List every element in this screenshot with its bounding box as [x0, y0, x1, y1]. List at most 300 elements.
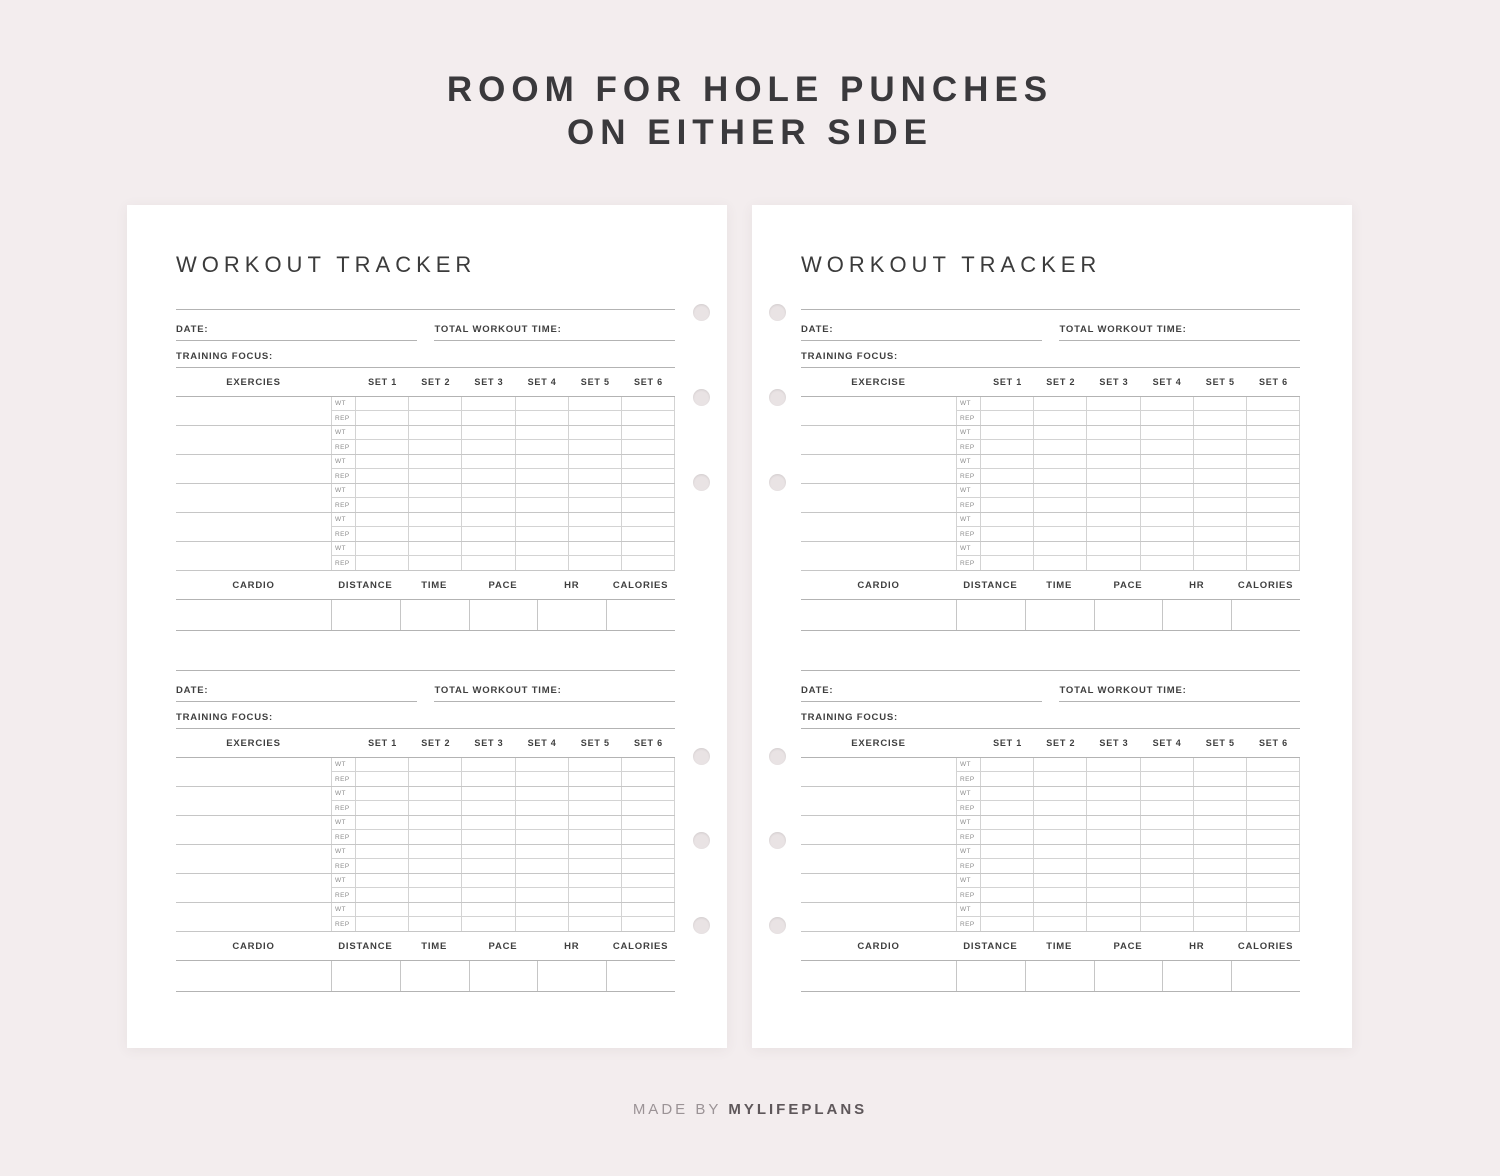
set-entry-cell[interactable]	[462, 816, 515, 829]
set-entry-cell[interactable]	[1247, 469, 1300, 483]
set-entry-cell[interactable]	[1034, 859, 1087, 873]
set-entry-cell[interactable]	[569, 426, 622, 439]
set-entry-cell[interactable]	[1247, 917, 1300, 931]
set-entry-cell[interactable]	[516, 411, 569, 425]
set-entry-cell[interactable]	[356, 859, 409, 873]
set-entry-cell[interactable]	[1141, 903, 1194, 916]
set-entry-cell[interactable]	[462, 801, 515, 815]
hr-entry-cell[interactable]	[537, 600, 606, 630]
set-entry-cell[interactable]	[1194, 469, 1247, 483]
set-entry-cell[interactable]	[409, 758, 462, 771]
set-entry-cell[interactable]	[1141, 397, 1194, 410]
set-entry-cell[interactable]	[1247, 527, 1300, 541]
set-entry-cell[interactable]	[1087, 917, 1140, 931]
set-entry-cell[interactable]	[1141, 527, 1194, 541]
set-entry-cell[interactable]	[1034, 411, 1087, 425]
calories-entry-cell[interactable]	[1231, 600, 1300, 630]
set-entry-cell[interactable]	[569, 874, 622, 887]
set-entry-cell[interactable]	[1194, 859, 1247, 873]
set-entry-cell[interactable]	[622, 397, 675, 410]
set-entry-cell[interactable]	[569, 888, 622, 902]
set-entry-cell[interactable]	[356, 903, 409, 916]
set-entry-cell[interactable]	[1141, 455, 1194, 468]
set-entry-cell[interactable]	[569, 801, 622, 815]
set-entry-cell[interactable]	[1247, 455, 1300, 468]
set-entry-cell[interactable]	[1141, 426, 1194, 439]
set-entry-cell[interactable]	[1194, 917, 1247, 931]
set-entry-cell[interactable]	[1194, 556, 1247, 570]
set-entry-cell[interactable]	[516, 556, 569, 570]
set-entry-cell[interactable]	[1087, 859, 1140, 873]
set-entry-cell[interactable]	[622, 859, 675, 873]
set-entry-cell[interactable]	[1087, 455, 1140, 468]
pace-entry-cell[interactable]	[1094, 600, 1163, 630]
set-entry-cell[interactable]	[516, 874, 569, 887]
set-entry-cell[interactable]	[1247, 888, 1300, 902]
set-entry-cell[interactable]	[1141, 845, 1194, 858]
set-entry-cell[interactable]	[356, 455, 409, 468]
set-entry-cell[interactable]	[1247, 874, 1300, 887]
set-entry-cell[interactable]	[1247, 513, 1300, 526]
set-entry-cell[interactable]	[622, 513, 675, 526]
set-entry-cell[interactable]	[409, 556, 462, 570]
set-entry-cell[interactable]	[1247, 556, 1300, 570]
exercise-name-cell[interactable]	[801, 397, 956, 425]
set-entry-cell[interactable]	[409, 917, 462, 931]
set-entry-cell[interactable]	[981, 859, 1034, 873]
set-entry-cell[interactable]	[409, 469, 462, 483]
set-entry-cell[interactable]	[1087, 469, 1140, 483]
set-entry-cell[interactable]	[1034, 903, 1087, 916]
set-entry-cell[interactable]	[569, 903, 622, 916]
set-entry-cell[interactable]	[1034, 455, 1087, 468]
set-entry-cell[interactable]	[1247, 426, 1300, 439]
calories-entry-cell[interactable]	[1231, 961, 1300, 991]
exercise-name-cell[interactable]	[176, 816, 331, 844]
set-entry-cell[interactable]	[356, 411, 409, 425]
set-entry-cell[interactable]	[1247, 397, 1300, 410]
set-entry-cell[interactable]	[409, 801, 462, 815]
set-entry-cell[interactable]	[1141, 556, 1194, 570]
set-entry-cell[interactable]	[516, 859, 569, 873]
set-entry-cell[interactable]	[516, 455, 569, 468]
distance-entry-cell[interactable]	[956, 600, 1025, 630]
set-entry-cell[interactable]	[1034, 787, 1087, 800]
set-entry-cell[interactable]	[1034, 498, 1087, 512]
set-entry-cell[interactable]	[462, 397, 515, 410]
set-entry-cell[interactable]	[516, 758, 569, 771]
set-entry-cell[interactable]	[1141, 513, 1194, 526]
set-entry-cell[interactable]	[409, 874, 462, 887]
set-entry-cell[interactable]	[569, 787, 622, 800]
set-entry-cell[interactable]	[622, 440, 675, 454]
set-entry-cell[interactable]	[569, 845, 622, 858]
set-entry-cell[interactable]	[1087, 411, 1140, 425]
hr-entry-cell[interactable]	[1162, 600, 1231, 630]
exercise-name-cell[interactable]	[176, 484, 331, 512]
set-entry-cell[interactable]	[1141, 917, 1194, 931]
set-entry-cell[interactable]	[1087, 816, 1140, 829]
set-entry-cell[interactable]	[1034, 527, 1087, 541]
set-entry-cell[interactable]	[1034, 801, 1087, 815]
set-entry-cell[interactable]	[1141, 772, 1194, 786]
set-entry-cell[interactable]	[622, 816, 675, 829]
set-entry-cell[interactable]	[1141, 801, 1194, 815]
set-entry-cell[interactable]	[1087, 845, 1140, 858]
set-entry-cell[interactable]	[1034, 469, 1087, 483]
set-entry-cell[interactable]	[1034, 484, 1087, 497]
set-entry-cell[interactable]	[356, 816, 409, 829]
set-entry-cell[interactable]	[409, 440, 462, 454]
set-entry-cell[interactable]	[622, 830, 675, 844]
set-entry-cell[interactable]	[981, 917, 1034, 931]
set-entry-cell[interactable]	[981, 513, 1034, 526]
exercise-name-cell[interactable]	[176, 455, 331, 483]
set-entry-cell[interactable]	[1034, 556, 1087, 570]
set-entry-cell[interactable]	[981, 816, 1034, 829]
set-entry-cell[interactable]	[462, 426, 515, 439]
set-entry-cell[interactable]	[356, 787, 409, 800]
set-entry-cell[interactable]	[1034, 513, 1087, 526]
set-entry-cell[interactable]	[981, 845, 1034, 858]
set-entry-cell[interactable]	[981, 455, 1034, 468]
set-entry-cell[interactable]	[516, 527, 569, 541]
exercise-name-cell[interactable]	[801, 758, 956, 786]
set-entry-cell[interactable]	[1141, 874, 1194, 887]
set-entry-cell[interactable]	[622, 888, 675, 902]
set-entry-cell[interactable]	[409, 498, 462, 512]
set-entry-cell[interactable]	[516, 801, 569, 815]
time-entry-cell[interactable]	[1025, 600, 1094, 630]
set-entry-cell[interactable]	[569, 542, 622, 555]
set-entry-cell[interactable]	[1034, 917, 1087, 931]
set-entry-cell[interactable]	[1247, 830, 1300, 844]
set-entry-cell[interactable]	[516, 542, 569, 555]
set-entry-cell[interactable]	[356, 845, 409, 858]
set-entry-cell[interactable]	[981, 772, 1034, 786]
set-entry-cell[interactable]	[409, 830, 462, 844]
set-entry-cell[interactable]	[1247, 816, 1300, 829]
set-entry-cell[interactable]	[1194, 772, 1247, 786]
set-entry-cell[interactable]	[516, 484, 569, 497]
set-entry-cell[interactable]	[622, 455, 675, 468]
set-entry-cell[interactable]	[516, 816, 569, 829]
set-entry-cell[interactable]	[1141, 411, 1194, 425]
cardio-name-cell[interactable]	[176, 961, 331, 991]
calories-entry-cell[interactable]	[606, 600, 675, 630]
set-entry-cell[interactable]	[622, 801, 675, 815]
exercise-name-cell[interactable]	[801, 513, 956, 541]
set-entry-cell[interactable]	[516, 845, 569, 858]
set-entry-cell[interactable]	[1087, 801, 1140, 815]
set-entry-cell[interactable]	[622, 556, 675, 570]
set-entry-cell[interactable]	[516, 787, 569, 800]
set-entry-cell[interactable]	[569, 440, 622, 454]
set-entry-cell[interactable]	[569, 917, 622, 931]
set-entry-cell[interactable]	[462, 469, 515, 483]
set-entry-cell[interactable]	[356, 527, 409, 541]
set-entry-cell[interactable]	[569, 513, 622, 526]
set-entry-cell[interactable]	[1141, 440, 1194, 454]
set-entry-cell[interactable]	[1247, 484, 1300, 497]
set-entry-cell[interactable]	[981, 498, 1034, 512]
set-entry-cell[interactable]	[409, 542, 462, 555]
set-entry-cell[interactable]	[622, 787, 675, 800]
set-entry-cell[interactable]	[1034, 758, 1087, 771]
calories-entry-cell[interactable]	[606, 961, 675, 991]
set-entry-cell[interactable]	[569, 830, 622, 844]
set-entry-cell[interactable]	[981, 469, 1034, 483]
set-entry-cell[interactable]	[569, 859, 622, 873]
set-entry-cell[interactable]	[1087, 542, 1140, 555]
set-entry-cell[interactable]	[516, 830, 569, 844]
set-entry-cell[interactable]	[981, 888, 1034, 902]
set-entry-cell[interactable]	[462, 888, 515, 902]
set-entry-cell[interactable]	[356, 498, 409, 512]
set-entry-cell[interactable]	[409, 888, 462, 902]
set-entry-cell[interactable]	[1247, 859, 1300, 873]
set-entry-cell[interactable]	[1087, 556, 1140, 570]
set-entry-cell[interactable]	[981, 556, 1034, 570]
set-entry-cell[interactable]	[981, 440, 1034, 454]
set-entry-cell[interactable]	[356, 917, 409, 931]
set-entry-cell[interactable]	[1247, 772, 1300, 786]
set-entry-cell[interactable]	[1247, 845, 1300, 858]
set-entry-cell[interactable]	[1194, 513, 1247, 526]
set-entry-cell[interactable]	[622, 498, 675, 512]
set-entry-cell[interactable]	[356, 758, 409, 771]
set-entry-cell[interactable]	[622, 874, 675, 887]
hr-entry-cell[interactable]	[537, 961, 606, 991]
set-entry-cell[interactable]	[622, 772, 675, 786]
pace-entry-cell[interactable]	[1094, 961, 1163, 991]
exercise-name-cell[interactable]	[801, 455, 956, 483]
set-entry-cell[interactable]	[409, 527, 462, 541]
set-entry-cell[interactable]	[516, 498, 569, 512]
set-entry-cell[interactable]	[569, 556, 622, 570]
set-entry-cell[interactable]	[622, 469, 675, 483]
set-entry-cell[interactable]	[462, 772, 515, 786]
set-entry-cell[interactable]	[1247, 498, 1300, 512]
set-entry-cell[interactable]	[1194, 498, 1247, 512]
set-entry-cell[interactable]	[1087, 903, 1140, 916]
set-entry-cell[interactable]	[622, 903, 675, 916]
set-entry-cell[interactable]	[1141, 484, 1194, 497]
set-entry-cell[interactable]	[516, 772, 569, 786]
set-entry-cell[interactable]	[409, 426, 462, 439]
set-entry-cell[interactable]	[1087, 888, 1140, 902]
set-entry-cell[interactable]	[462, 917, 515, 931]
set-entry-cell[interactable]	[356, 772, 409, 786]
exercise-name-cell[interactable]	[176, 513, 331, 541]
set-entry-cell[interactable]	[1141, 542, 1194, 555]
set-entry-cell[interactable]	[1141, 498, 1194, 512]
distance-entry-cell[interactable]	[956, 961, 1025, 991]
distance-entry-cell[interactable]	[331, 600, 400, 630]
set-entry-cell[interactable]	[1141, 469, 1194, 483]
exercise-name-cell[interactable]	[801, 874, 956, 902]
set-entry-cell[interactable]	[462, 874, 515, 887]
set-entry-cell[interactable]	[622, 758, 675, 771]
set-entry-cell[interactable]	[981, 830, 1034, 844]
set-entry-cell[interactable]	[356, 874, 409, 887]
set-entry-cell[interactable]	[516, 397, 569, 410]
set-entry-cell[interactable]	[981, 484, 1034, 497]
set-entry-cell[interactable]	[1247, 801, 1300, 815]
set-entry-cell[interactable]	[516, 426, 569, 439]
set-entry-cell[interactable]	[462, 527, 515, 541]
set-entry-cell[interactable]	[356, 801, 409, 815]
exercise-name-cell[interactable]	[176, 397, 331, 425]
set-entry-cell[interactable]	[1141, 888, 1194, 902]
time-entry-cell[interactable]	[1025, 961, 1094, 991]
set-entry-cell[interactable]	[409, 772, 462, 786]
set-entry-cell[interactable]	[462, 845, 515, 858]
set-entry-cell[interactable]	[1194, 411, 1247, 425]
time-entry-cell[interactable]	[400, 600, 469, 630]
set-entry-cell[interactable]	[1194, 874, 1247, 887]
set-entry-cell[interactable]	[569, 816, 622, 829]
set-entry-cell[interactable]	[409, 816, 462, 829]
exercise-name-cell[interactable]	[176, 845, 331, 873]
set-entry-cell[interactable]	[981, 542, 1034, 555]
set-entry-cell[interactable]	[1194, 830, 1247, 844]
set-entry-cell[interactable]	[1034, 830, 1087, 844]
set-entry-cell[interactable]	[622, 426, 675, 439]
set-entry-cell[interactable]	[409, 397, 462, 410]
set-entry-cell[interactable]	[1141, 758, 1194, 771]
set-entry-cell[interactable]	[1194, 888, 1247, 902]
set-entry-cell[interactable]	[1194, 542, 1247, 555]
set-entry-cell[interactable]	[1141, 787, 1194, 800]
set-entry-cell[interactable]	[1034, 888, 1087, 902]
set-entry-cell[interactable]	[1247, 542, 1300, 555]
exercise-name-cell[interactable]	[176, 758, 331, 786]
set-entry-cell[interactable]	[462, 498, 515, 512]
exercise-name-cell[interactable]	[801, 816, 956, 844]
set-entry-cell[interactable]	[356, 397, 409, 410]
set-entry-cell[interactable]	[516, 917, 569, 931]
exercise-name-cell[interactable]	[176, 787, 331, 815]
exercise-name-cell[interactable]	[801, 426, 956, 454]
set-entry-cell[interactable]	[569, 498, 622, 512]
set-entry-cell[interactable]	[1034, 845, 1087, 858]
hr-entry-cell[interactable]	[1162, 961, 1231, 991]
set-entry-cell[interactable]	[981, 397, 1034, 410]
set-entry-cell[interactable]	[622, 542, 675, 555]
exercise-name-cell[interactable]	[176, 426, 331, 454]
set-entry-cell[interactable]	[462, 411, 515, 425]
set-entry-cell[interactable]	[1194, 787, 1247, 800]
set-entry-cell[interactable]	[1194, 426, 1247, 439]
set-entry-cell[interactable]	[569, 527, 622, 541]
cardio-name-cell[interactable]	[176, 600, 331, 630]
set-entry-cell[interactable]	[981, 758, 1034, 771]
set-entry-cell[interactable]	[356, 888, 409, 902]
set-entry-cell[interactable]	[356, 513, 409, 526]
set-entry-cell[interactable]	[516, 903, 569, 916]
set-entry-cell[interactable]	[1087, 426, 1140, 439]
set-entry-cell[interactable]	[569, 772, 622, 786]
set-entry-cell[interactable]	[1247, 440, 1300, 454]
set-entry-cell[interactable]	[516, 440, 569, 454]
set-entry-cell[interactable]	[1087, 758, 1140, 771]
set-entry-cell[interactable]	[622, 527, 675, 541]
set-entry-cell[interactable]	[409, 513, 462, 526]
set-entry-cell[interactable]	[462, 758, 515, 771]
set-entry-cell[interactable]	[462, 542, 515, 555]
exercise-name-cell[interactable]	[801, 903, 956, 931]
set-entry-cell[interactable]	[516, 469, 569, 483]
set-entry-cell[interactable]	[569, 469, 622, 483]
set-entry-cell[interactable]	[1247, 787, 1300, 800]
set-entry-cell[interactable]	[1194, 397, 1247, 410]
set-entry-cell[interactable]	[981, 426, 1034, 439]
set-entry-cell[interactable]	[409, 903, 462, 916]
set-entry-cell[interactable]	[462, 455, 515, 468]
set-entry-cell[interactable]	[1087, 874, 1140, 887]
set-entry-cell[interactable]	[981, 874, 1034, 887]
set-entry-cell[interactable]	[462, 513, 515, 526]
set-entry-cell[interactable]	[1141, 859, 1194, 873]
cardio-name-cell[interactable]	[801, 600, 956, 630]
cardio-name-cell[interactable]	[801, 961, 956, 991]
set-entry-cell[interactable]	[516, 513, 569, 526]
set-entry-cell[interactable]	[1034, 874, 1087, 887]
set-entry-cell[interactable]	[356, 556, 409, 570]
set-entry-cell[interactable]	[409, 411, 462, 425]
exercise-name-cell[interactable]	[801, 542, 956, 570]
exercise-name-cell[interactable]	[801, 787, 956, 815]
set-entry-cell[interactable]	[1141, 830, 1194, 844]
set-entry-cell[interactable]	[1247, 903, 1300, 916]
set-entry-cell[interactable]	[356, 440, 409, 454]
set-entry-cell[interactable]	[516, 888, 569, 902]
set-entry-cell[interactable]	[409, 787, 462, 800]
set-entry-cell[interactable]	[569, 455, 622, 468]
set-entry-cell[interactable]	[1247, 411, 1300, 425]
set-entry-cell[interactable]	[1194, 440, 1247, 454]
set-entry-cell[interactable]	[409, 859, 462, 873]
set-entry-cell[interactable]	[1034, 542, 1087, 555]
set-entry-cell[interactable]	[1194, 801, 1247, 815]
exercise-name-cell[interactable]	[801, 484, 956, 512]
set-entry-cell[interactable]	[462, 440, 515, 454]
set-entry-cell[interactable]	[1141, 816, 1194, 829]
pace-entry-cell[interactable]	[469, 600, 538, 630]
set-entry-cell[interactable]	[356, 469, 409, 483]
set-entry-cell[interactable]	[1087, 484, 1140, 497]
set-entry-cell[interactable]	[409, 484, 462, 497]
set-entry-cell[interactable]	[1087, 498, 1140, 512]
set-entry-cell[interactable]	[1194, 527, 1247, 541]
set-entry-cell[interactable]	[1194, 816, 1247, 829]
exercise-name-cell[interactable]	[176, 874, 331, 902]
set-entry-cell[interactable]	[1087, 830, 1140, 844]
set-entry-cell[interactable]	[409, 845, 462, 858]
set-entry-cell[interactable]	[356, 830, 409, 844]
set-entry-cell[interactable]	[462, 484, 515, 497]
set-entry-cell[interactable]	[1194, 484, 1247, 497]
set-entry-cell[interactable]	[409, 455, 462, 468]
set-entry-cell[interactable]	[1034, 816, 1087, 829]
set-entry-cell[interactable]	[981, 527, 1034, 541]
set-entry-cell[interactable]	[622, 845, 675, 858]
set-entry-cell[interactable]	[981, 411, 1034, 425]
set-entry-cell[interactable]	[1194, 455, 1247, 468]
pace-entry-cell[interactable]	[469, 961, 538, 991]
set-entry-cell[interactable]	[569, 484, 622, 497]
